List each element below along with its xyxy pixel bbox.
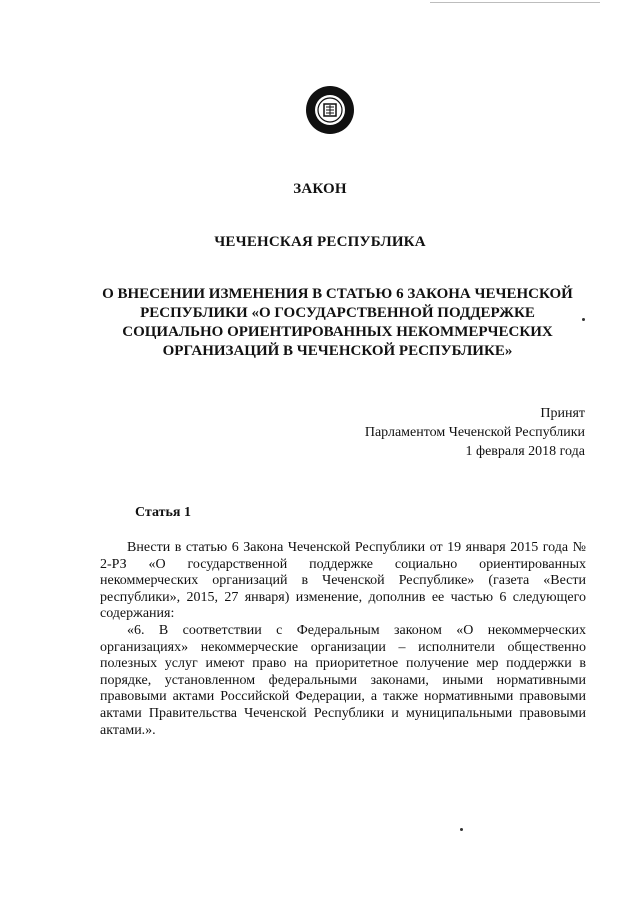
law-heading [95,285,580,361]
adopted-date: 1 февраля 2018 года [465,444,585,459]
adoption-block [365,404,585,461]
adopted-label: Принят [540,406,585,421]
article-title: Статья 1 [135,505,191,520]
article-paragraph: «6. В соответствии с Федеральным законом «О некоммерческих организациях» некоммерческие организации – исполнители общественно полезных услуг имеют право на приоритетное получение мер поддержки в порядке, установленном федеральными законами, иными нормативными правовыми актами Российской Федерации, а также нормативными правовыми актами Правительства Чеченской Республики и муниципальными правовыми актами.». [100,622,586,738]
scan-speck [460,828,463,831]
coat-of-arms-icon [305,85,355,135]
heading-line: ОРГАНИЗАЦИЙ В ЧЕЧЕНСКОЙ РЕСПУБЛИКЕ» [162,343,513,359]
heading-line: СОЦИАЛЬНО ОРИЕНТИРОВАННЫХ НЕКОММЕРЧЕСКИХ [122,324,553,340]
heading-line: О ВНЕСЕНИИ ИЗМЕНЕНИЯ В СТАТЬЮ 6 ЗАКОНА ЧЕЧЕНСКОЙ [102,286,573,302]
republic-title: ЧЕЧЕНСКАЯ РЕСПУБЛИКА [214,234,426,250]
heading-line: РЕСПУБЛИКИ «О ГОСУДАРСТВЕННОЙ ПОДДЕРЖКЕ [140,305,535,321]
scan-artifact-line [430,2,600,3]
document-type-title: ЗАКОН [293,181,347,197]
article-body [100,540,586,739]
article-paragraph: Внести в статью 6 Закона Чеченской Республики от 19 января 2015 года № 2-РЗ «О государственной поддержке социально ориентированных некоммерческих организаций в Чеченской Республике» (газета «Вести республики», 2015, 27 января) изменение, дополнив ее частью 6 следующего содержания: [100,540,586,622]
scan-speck [582,318,585,321]
adopted-by: Парламентом Чеченской Республики [364,425,585,440]
